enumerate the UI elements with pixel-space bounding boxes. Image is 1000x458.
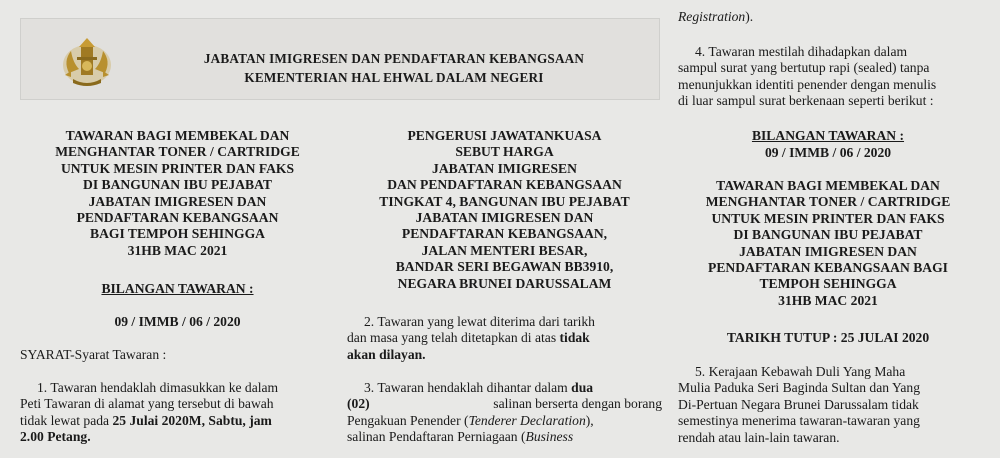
bold-run: dua xyxy=(571,380,594,395)
paragraph-line: 4. Tawaran mestilah dihadapkan dalam xyxy=(695,44,908,59)
address-line: PENGERUSI JAWATANKUASA xyxy=(407,128,602,143)
continued-line xyxy=(678,9,978,25)
condition-item-3 xyxy=(347,380,662,446)
paragraph-line: Di-Pertuan Negara Brunei Darussalam tidak xyxy=(678,396,919,412)
closing-date: TARIKH TUTUP : 25 JULAI 2020 xyxy=(726,330,930,345)
bilangan-value: 09 / IMMB / 06 / 2020 xyxy=(764,145,892,160)
title-line: 31HB MAC 2021 xyxy=(778,292,878,308)
paragraph-line xyxy=(347,429,662,445)
title-line: MENGHANTAR TONER / CARTRIDGE xyxy=(55,144,300,160)
header-line-ministry: KEMENTERIAN HAL EHWAL DALAM NEGERI xyxy=(244,70,544,85)
text-run: 3. Tawaran hendaklah dihantar dalam xyxy=(364,380,572,395)
address-line: TINGKAT 4, BANGUNAN IBU PEJABAT xyxy=(379,193,630,209)
address-line: JABATAN IMIGRESEN xyxy=(432,160,577,176)
text-run: Pengakuan Penender ( xyxy=(347,412,469,428)
bold-run: (02) xyxy=(347,396,370,412)
paragraph-line: 2.00 Petang. xyxy=(20,429,91,445)
condition-item-4 xyxy=(678,44,978,110)
title-line: JABATAN IMIGRESEN DAN xyxy=(88,193,267,209)
condition-item-2 xyxy=(347,314,662,363)
paragraph-line: menunjukkan identiti penender dengan menulis xyxy=(678,76,937,92)
paragraph-line: semestinya menerima tawaran-tawaran yang xyxy=(678,413,920,429)
condition-item-5 xyxy=(678,364,978,446)
italic-run: Tenderer Declaration xyxy=(468,412,586,428)
address-line: SEBUT HARGA xyxy=(455,144,554,160)
italic-run: Registration xyxy=(678,9,746,24)
address-line: DAN PENDAFTARAN KEBANGSAAN xyxy=(387,177,622,193)
deadline-bold: 25 Julai 2020M, Sabtu, jam xyxy=(112,412,272,428)
bilangan-label: BILANGAN TAWARAN : xyxy=(751,128,905,143)
column-3 xyxy=(678,0,978,458)
title-line: PENDAFTARAN KEBANGSAAN BAGI xyxy=(708,260,948,276)
header-line-department: JABATAN IMIGRESEN DAN PENDAFTARAN KEBANGSAAN xyxy=(203,51,585,66)
text-run: tidak lewat pada xyxy=(20,412,113,428)
text-run: ). xyxy=(745,9,754,24)
submission-address xyxy=(347,128,662,292)
tender-title xyxy=(20,128,335,259)
title-line: 31HB MAC 2021 xyxy=(127,242,228,258)
text-run: dan masa yang telah ditetapkan di atas xyxy=(347,330,560,346)
paragraph-line: 1. Tawaran hendaklah dimasukkan ke dalam xyxy=(37,380,279,395)
title-line: MENGHANTAR TONER / CARTRIDGE xyxy=(705,194,951,210)
paragraph-line: Mulia Paduka Seri Baginda Sultan dan Yang xyxy=(678,380,921,396)
syarat-label: SYARAT-Syarat Tawaran : xyxy=(20,347,167,362)
address-line: NEGARA BRUNEI DARUSSALAM xyxy=(397,275,612,291)
title-line: PENDAFTARAN KEBANGSAAN xyxy=(76,210,279,226)
title-line: DI BANGUNAN IBU PEJABAT xyxy=(83,177,272,193)
title-line: TAWARAN BAGI MEMBEKAL DAN xyxy=(716,178,940,193)
title-line: TEMPOH SEHINGGA xyxy=(759,276,897,292)
text-run: salinan berserta dengan borang xyxy=(489,396,662,412)
text-run: salinan Pendaftaran Perniagaan ( xyxy=(347,429,526,445)
paragraph-line xyxy=(347,330,662,346)
bold-run: tidak xyxy=(559,330,590,346)
paragraph-line: akan dilayan. xyxy=(347,346,426,362)
paragraph-line: 2. Tawaran yang lewat diterima dari tarikh xyxy=(364,314,595,329)
column-1 xyxy=(20,0,335,458)
title-line: JABATAN IMIGRESEN DAN xyxy=(739,243,917,259)
paragraph-line: di luar sampul surat berkenaan seperti berikut : xyxy=(678,93,934,109)
title-line: DI BANGUNAN IBU PEJABAT xyxy=(733,227,923,243)
bilangan-value: 09 / IMMB / 06 / 2020 xyxy=(114,314,241,329)
paragraph-line: Peti Tawaran di alamat yang tersebut di bawah xyxy=(20,396,274,412)
paragraph-line xyxy=(347,396,662,412)
text-run: ), xyxy=(585,412,594,428)
paragraph-line: sampul surat yang bertutup rapi (sealed) tanpa xyxy=(678,60,930,76)
address-line: JABATAN IMIGRESEN DAN xyxy=(415,210,594,226)
address-line: JALAN MENTERI BESAR, xyxy=(421,242,588,258)
italic-run: Business xyxy=(525,429,574,445)
paragraph-line: rendah atau lain-lain tawaran. xyxy=(678,429,840,445)
paragraph-line: 5. Kerajaan Kebawah Duli Yang Maha xyxy=(695,364,906,379)
address-line: BANDAR SERI BEGAWAN BB3910, xyxy=(395,259,614,275)
title-line: BAGI TEMPOH SEHINGGA xyxy=(90,226,265,242)
column-2 xyxy=(347,0,662,458)
tender-title xyxy=(678,178,978,309)
title-line: TAWARAN BAGI MEMBEKAL DAN xyxy=(65,128,290,143)
condition-item-1 xyxy=(20,380,335,446)
title-line: UNTUK MESIN PRINTER DAN FAKS xyxy=(711,210,945,226)
paragraph-line xyxy=(20,413,335,429)
address-line: PENDAFTARAN KEBANGSAAN, xyxy=(401,226,608,242)
paragraph-line xyxy=(347,380,662,396)
title-line: UNTUK MESIN PRINTER DAN FAKS xyxy=(60,160,295,176)
bilangan-label: BILANGAN TAWARAN : xyxy=(101,281,254,296)
paragraph-line xyxy=(347,413,662,429)
